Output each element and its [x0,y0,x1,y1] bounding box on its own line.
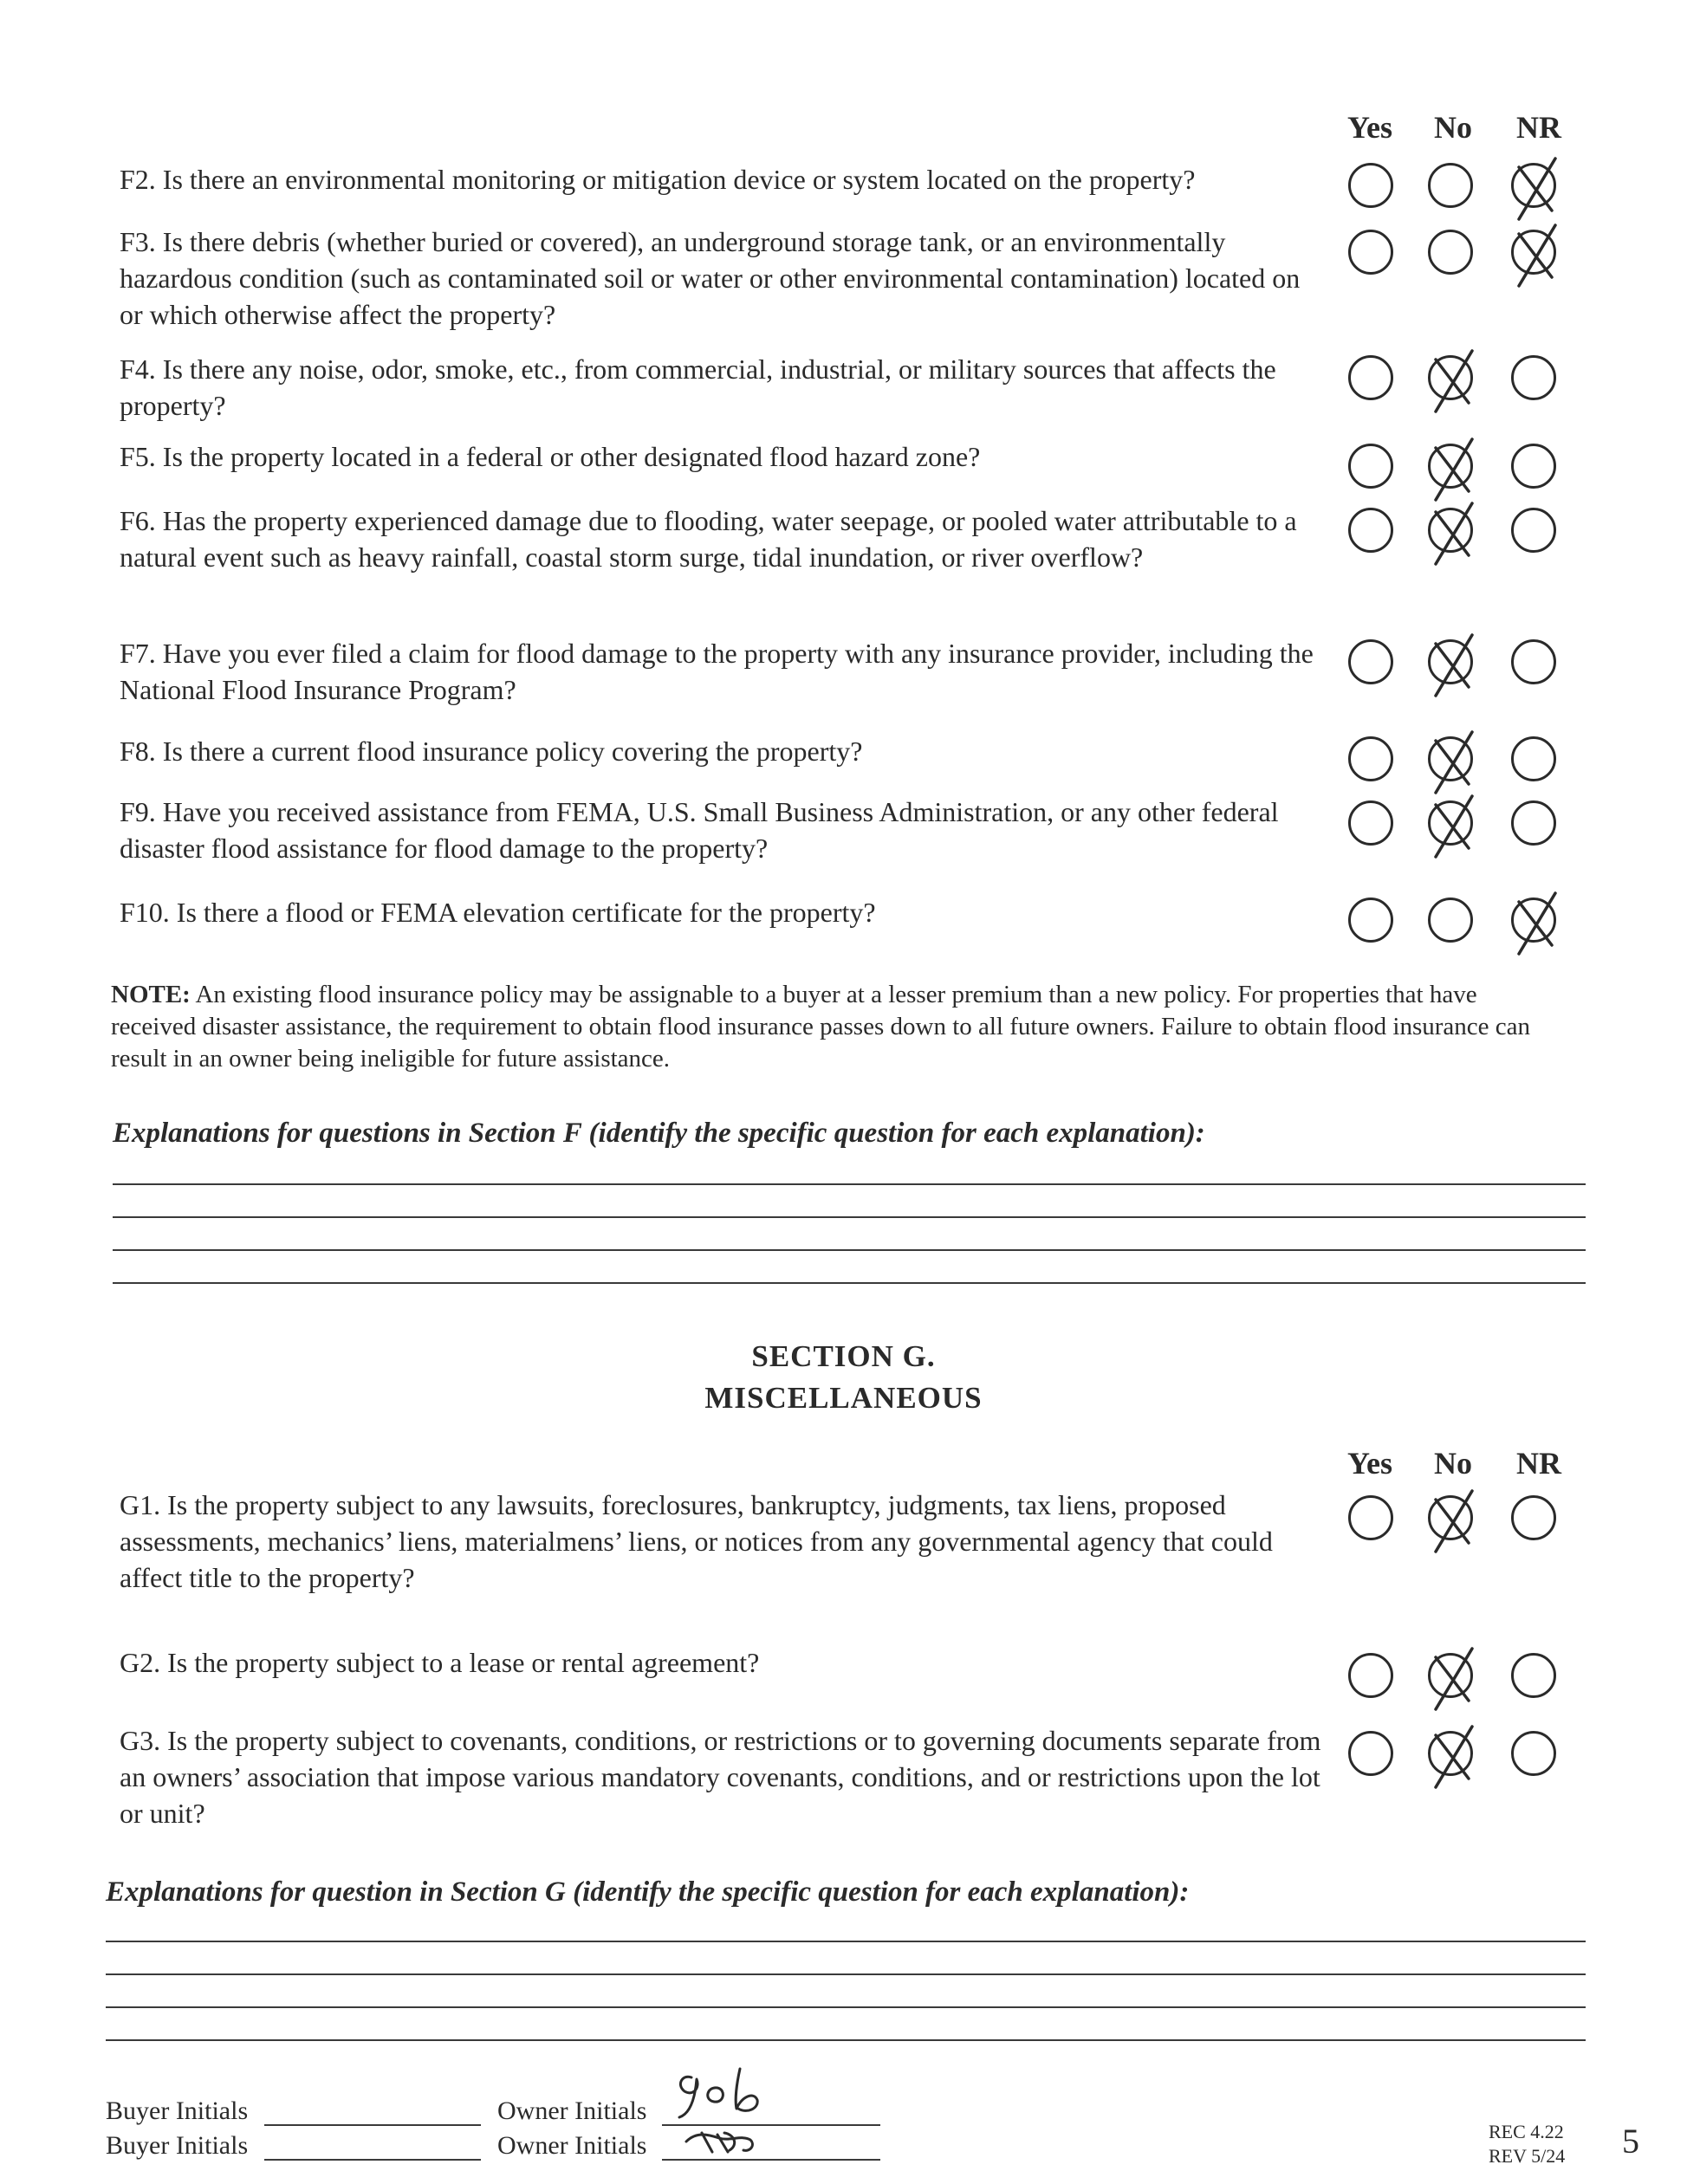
section-g-explanations-label: Explanations for question in Section G (identify the specific question for each explanation): [106,1876,1190,1908]
question-f6: F6. Has the property experienced damage due to flooding, water seepage, or pooled water attributable to a natural event such as heavy rainfall, coastal storm surge, tidal inundation, or river overflow? [120,505,1297,573]
radio-f6-nr[interactable] [1511,508,1556,553]
radio-g2-nr[interactable] [1511,1653,1556,1698]
radio-g1-yes[interactable] [1348,1495,1393,1540]
question-f5: F5. Is the property located in a federal or other designated flood hazard zone? [120,441,981,472]
x-mark-icon [1424,1721,1483,1791]
radio-f9-nr[interactable] [1511,800,1556,846]
radio-f7-no[interactable] [1428,639,1473,684]
x-mark-icon [1507,888,1566,957]
x-mark-icon [1424,630,1483,699]
buyer-initials-field-1[interactable] [264,2124,481,2126]
question-f9: F9. Have you received assistance from FEMA, U.S. Small Business Administration, or any other federal disaster flood assistance for flood damage to the property? [120,796,1279,864]
x-mark-icon [1424,727,1483,796]
radio-f6-no[interactable] [1428,508,1473,553]
radio-f10-nr[interactable] [1511,898,1556,943]
radio-f8-no[interactable] [1428,736,1473,781]
col-no-header-g: No [1434,1446,1472,1481]
question-g1: G1. Is the property subject to any lawsuits, foreclosures, bankruptcy, judgments, tax liens, proposed assessments, mechanics’ liens, materialmens’ liens, or notices from any governmental agency that could affect title to the property? [120,1489,1273,1593]
x-mark-icon [1424,498,1483,567]
x-mark-icon [1424,791,1483,860]
radio-f4-no[interactable] [1428,355,1473,400]
col-nr-header-g: NR [1516,1446,1561,1481]
radio-f2-nr[interactable] [1511,163,1556,208]
col-yes-header-g: Yes [1347,1446,1392,1481]
radio-g3-yes[interactable] [1348,1731,1393,1776]
radio-f6-yes[interactable] [1348,508,1393,553]
section-g-title: SECTION G. [751,1339,936,1373]
radio-f5-nr[interactable] [1511,444,1556,489]
owner-initials-label-1: Owner Initials [497,2097,647,2125]
section-g-subtitle: MISCELLANEOUS [704,1381,983,1415]
section-f-explanation-line-4[interactable] [113,1282,1586,1284]
section-g-explanation-line-2[interactable] [106,1973,1586,1975]
col-nr-header-f: NR [1516,110,1561,145]
note-label: NOTE: [111,981,191,1008]
radio-f3-no[interactable] [1428,230,1473,275]
radio-f4-nr[interactable] [1511,355,1556,400]
radio-f8-nr[interactable] [1511,736,1556,781]
col-yes-header-f: Yes [1347,110,1392,145]
radio-f3-yes[interactable] [1348,230,1393,275]
buyer-initials-label-1: Buyer Initials [106,2097,249,2125]
radio-f10-yes[interactable] [1348,898,1393,943]
x-mark-icon [1424,434,1483,503]
flood-insurance-note [111,979,1567,1075]
radio-f2-no[interactable] [1428,163,1473,208]
form-code: REC 4.22 [1489,2121,1564,2142]
radio-f9-no[interactable] [1428,800,1473,846]
radio-g3-no[interactable] [1428,1731,1473,1776]
radio-f2-yes[interactable] [1348,163,1393,208]
section-g-explanation-line-1[interactable] [106,1941,1586,1942]
question-f8: F8. Is there a current flood insurance policy covering the property? [120,736,863,767]
section-f-explanation-line-1[interactable] [113,1183,1586,1185]
radio-f8-yes[interactable] [1348,736,1393,781]
section-g-explanation-line-4[interactable] [106,2039,1586,2041]
radio-g1-nr[interactable] [1511,1495,1556,1540]
owner-initials-label-2: Owner Initials [497,2131,647,2160]
col-no-header-f: No [1434,110,1472,145]
section-f-explanations-label: Explanations for questions in Section F (identify the specific question for each explanation): [113,1118,1205,1149]
question-f4: F4. Is there any noise, odor, smoke, etc., from commercial, industrial, or military sources that affects the property? [120,353,1276,421]
x-mark-icon [1507,220,1566,289]
question-g2: G2. Is the property subject to a lease or rental agreement? [120,1647,760,1678]
section-f-explanation-line-3[interactable] [113,1249,1586,1251]
radio-g2-no[interactable] [1428,1653,1473,1698]
x-mark-icon [1424,1486,1483,1555]
question-f3: F3. Is there debris (whether buried or covered), an underground storage tank, or an environmentally hazardous condition (such as contaminated soil or water or other environmental contamination) located on or which otherwise affect the property? [120,226,1301,330]
section-g-explanation-line-3[interactable] [106,2006,1586,2008]
radio-f10-no[interactable] [1428,898,1473,943]
radio-f4-yes[interactable] [1348,355,1393,400]
section-f-explanation-line-2[interactable] [113,1216,1586,1218]
question-f10: F10. Is there a flood or FEMA elevation certificate for the property? [120,897,876,928]
radio-g1-no[interactable] [1428,1495,1473,1540]
radio-f7-nr[interactable] [1511,639,1556,684]
question-g3: G3. Is the property subject to covenants, conditions, or restrictions or to governing documents separate from an owners’ association that impose various mandatory covenants, conditions, and or restrictions upon the lot or unit? [120,1725,1321,1829]
note-text: An existing flood insurance policy may be assignable to a buyer at a lesser premium than a new policy. For properties that have received disaster assistance, the requirement to obtain flood insurance passes down to all future owners. Failure to obtain flood insurance can result in an owner being ineligible for future assistance. [111,981,1530,1073]
radio-f5-no[interactable] [1428,444,1473,489]
radio-f3-nr[interactable] [1511,230,1556,275]
question-f7: F7. Have you ever filed a claim for flood damage to the property with any insurance provider, including the National Flood Insurance Program? [120,638,1314,705]
radio-f5-yes[interactable] [1348,444,1393,489]
form-revision: REV 5/24 [1489,2145,1566,2167]
buyer-initials-label-2: Buyer Initials [106,2131,249,2160]
radio-g2-yes[interactable] [1348,1653,1393,1698]
owner-initials-signature [667,2065,797,2169]
x-mark-icon [1424,346,1483,415]
buyer-initials-field-2[interactable] [264,2159,481,2161]
page-number: 5 [1622,2122,1639,2161]
radio-g3-nr[interactable] [1511,1731,1556,1776]
radio-f7-yes[interactable] [1348,639,1393,684]
x-mark-icon [1507,153,1566,223]
question-f2: F2. Is there an environmental monitoring or mitigation device or system located on the property? [120,164,1196,195]
x-mark-icon [1424,1643,1483,1713]
radio-f9-yes[interactable] [1348,800,1393,846]
